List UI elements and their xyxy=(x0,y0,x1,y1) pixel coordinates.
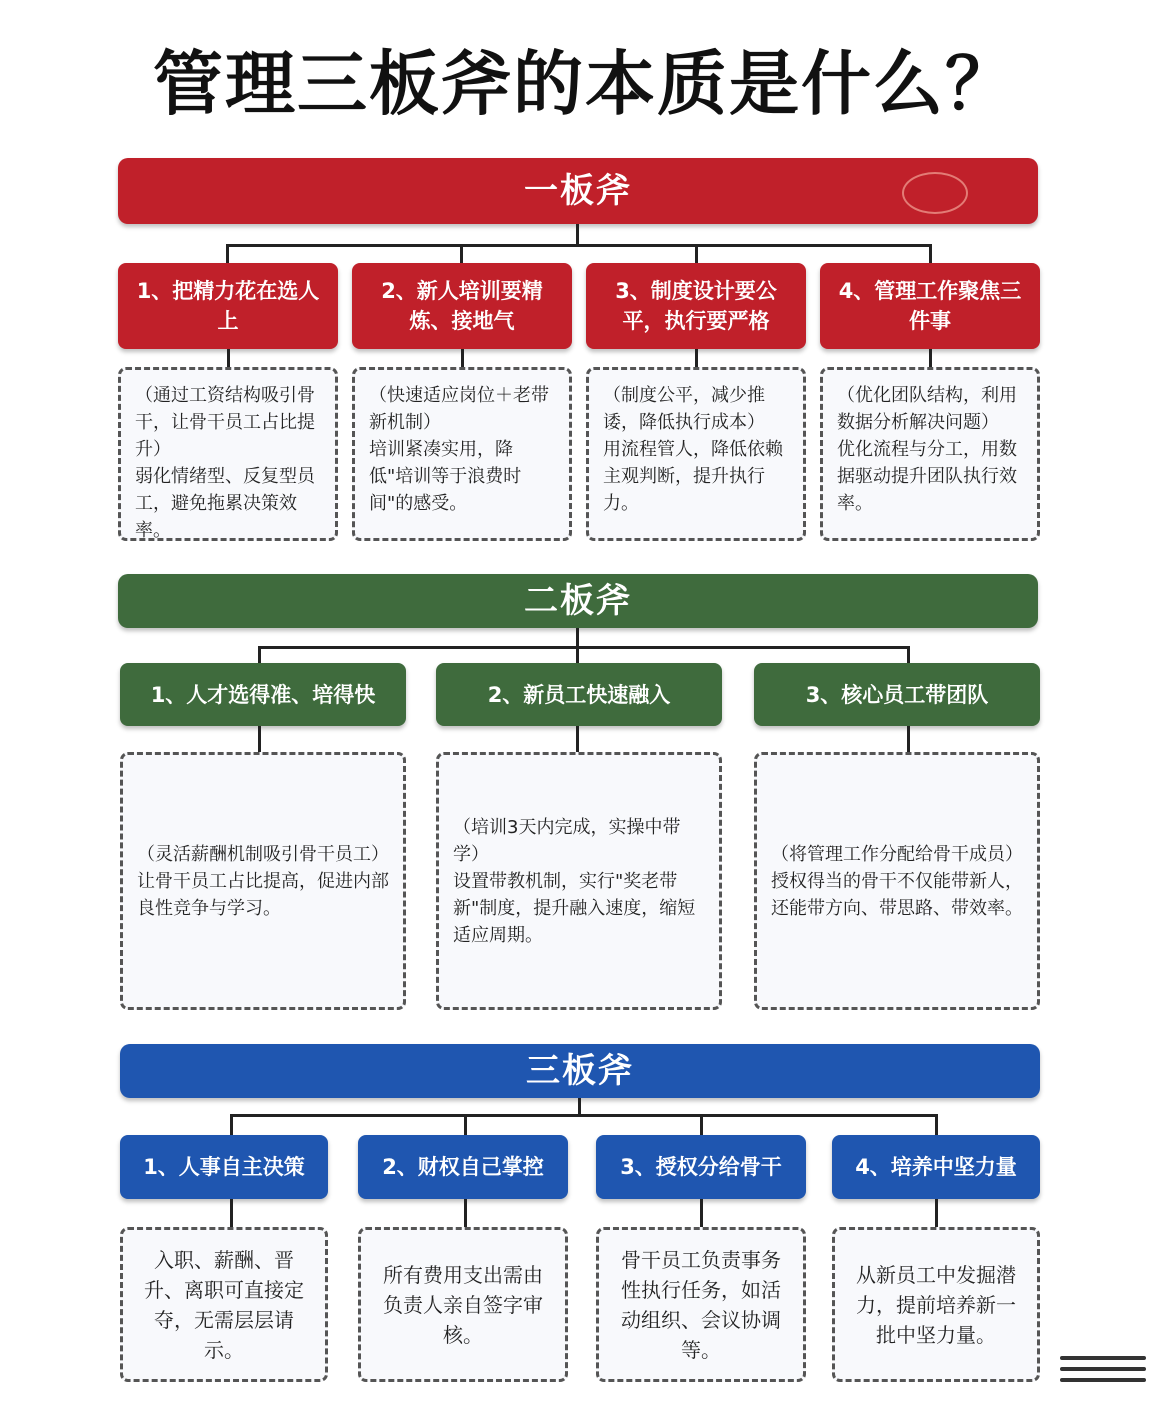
connector xyxy=(226,244,932,247)
connector xyxy=(576,628,579,648)
connector xyxy=(227,349,230,367)
connector xyxy=(695,244,698,264)
section-2-title: 二板斧 xyxy=(524,581,632,621)
connector xyxy=(935,1199,938,1227)
section-1-item-4-heading: 4、管理工作聚焦三件事 xyxy=(820,263,1040,349)
connector xyxy=(460,244,463,264)
section-2-item-3-card: （将管理工作分配给骨干成员） 授权得当的骨干不仅能带新人，还能带方向、带思路、带效率。 xyxy=(754,752,1040,1010)
section-1-item-1-card: （通过工资结构吸引骨干，让骨干员工占比提升） 弱化情绪型、反复型员工，避免拖累决策效率。 xyxy=(118,367,338,541)
section-2-band xyxy=(118,574,1038,628)
connector xyxy=(230,1114,938,1117)
section-3-item-1-heading: 1、人事自主决策 xyxy=(120,1135,328,1199)
connector xyxy=(464,1199,467,1227)
section-3-item-1-card: 入职、薪酬、晋升、离职可直接定夺，无需层层请示。 xyxy=(120,1227,328,1382)
section-1-item-2-heading: 2、新人培训要精炼、接地气 xyxy=(352,263,572,349)
connector xyxy=(258,646,910,649)
section-1-item-3-heading: 3、制度设计要公平，执行要严格 xyxy=(586,263,806,349)
connector xyxy=(576,726,579,752)
connector xyxy=(464,1114,467,1136)
connector xyxy=(258,646,261,664)
section-3-item-2-heading: 2、财权自己掌控 xyxy=(358,1135,568,1199)
section-3-band xyxy=(120,1044,1040,1098)
connector xyxy=(929,349,932,367)
section-3-item-3-heading: 3、授权分给骨干 xyxy=(596,1135,806,1199)
section-3-item-4-heading: 4、培养中坚力量 xyxy=(832,1135,1040,1199)
section-2-item-1-card: （灵活薪酬机制吸引骨干员工） 让骨干员工占比提高，促进内部良性竞争与学习。 xyxy=(120,752,406,1010)
section-2-item-2-heading: 2、新员工快速融入 xyxy=(436,663,722,726)
section-1-item-3-card: （制度公平，减少推诿，降低执行成本） 用流程管人，降低依赖主观判断，提升执行力。 xyxy=(586,367,806,541)
connector xyxy=(230,1199,233,1227)
connector xyxy=(695,349,698,367)
connector xyxy=(576,224,579,246)
section-2-item-1-heading: 1、人才选得准、培得快 xyxy=(120,663,406,726)
connector xyxy=(907,646,910,664)
section-3-item-2-card: 所有费用支出需由负责人亲自签字审核。 xyxy=(358,1227,568,1382)
connector xyxy=(929,244,932,264)
connector xyxy=(700,1114,703,1136)
section-3-item-4-card: 从新员工中发掘潜力，提前培养新一批中坚力量。 xyxy=(832,1227,1040,1382)
section-1-item-2-card: （快速适应岗位＋老带新机制） 培训紧凑实用，降低"培训等于浪费时间"的感受。 xyxy=(352,367,572,541)
connector xyxy=(230,1114,233,1136)
connector xyxy=(576,646,579,664)
section-1-title: 一板斧 xyxy=(524,171,632,211)
connector xyxy=(907,726,910,752)
section-1-item-4-card: （优化团队结构，利用数据分析解决问题） 优化流程与分工，用数据驱动提升团队执行效率。 xyxy=(820,367,1040,541)
section-2-item-3-heading: 3、核心员工带团队 xyxy=(754,663,1040,726)
section-1-item-1-heading: 1、把精力花在选人上 xyxy=(118,263,338,349)
page-title: 管理三板斧的本质是什么？ xyxy=(153,43,1017,125)
section-1-band xyxy=(118,158,1038,224)
menu-icon xyxy=(1060,1356,1146,1382)
connector xyxy=(700,1199,703,1227)
connector xyxy=(461,349,464,367)
stamp-icon xyxy=(902,172,968,214)
section-2-item-2-card: （培训3天内完成，实操中带学） 设置带教机制，实行"奖老带新"制度，提升融入速度，缩短适应周期。 xyxy=(436,752,722,1010)
section-3-title: 三板斧 xyxy=(526,1051,634,1091)
connector xyxy=(935,1114,938,1136)
connector xyxy=(258,726,261,752)
section-3-item-3-card: 骨干员工负责事务性执行任务，如活动组织、会议协调等。 xyxy=(596,1227,806,1382)
connector xyxy=(226,244,229,264)
